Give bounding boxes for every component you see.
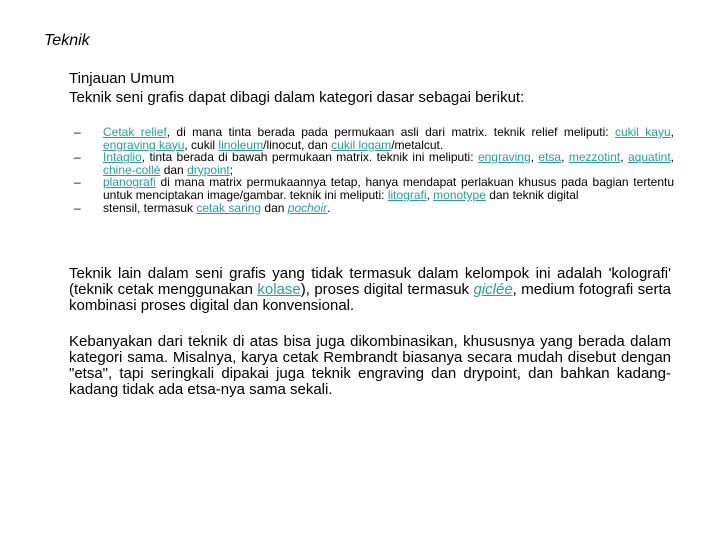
text-link[interactable]: aquatint — [627, 150, 671, 165]
text-link[interactable]: cukil kayu — [614, 125, 671, 139]
text-run: , cukil — [184, 137, 219, 152]
text-link[interactable]: chine-collé — [103, 162, 161, 177]
list-dash: – — [74, 125, 81, 139]
text-run: , — [426, 187, 434, 202]
paragraph-combinations — [69, 334, 671, 398]
text-link[interactable]: mezzotint — [568, 150, 621, 165]
text-run: , — [561, 150, 569, 165]
text-run: , — [670, 150, 675, 165]
text-run: di mana matrix permukaannya tetap, hanya mendapat perlakuan khusus pada bagian tertentu untuk menciptakan image/gambar. teknik ini meliputi: — [103, 175, 674, 202]
text-run: /metalcut. — [391, 137, 444, 152]
text-run: Teknik lain dalam seni grafis yang tidak termasuk dalam kelompok ini adalah 'kolografi' (teknik cetak menggunakan — [69, 265, 671, 298]
text-run: . — [327, 200, 331, 215]
text-run: , di mana tinta berada pada permukaan asli dari matrix. teknik relief meliputi: — [166, 125, 615, 139]
text-link[interactable]: cukil logam — [331, 137, 392, 152]
text-link[interactable]: engraving — [477, 150, 531, 165]
text-link[interactable]: monotype — [433, 187, 486, 202]
technique-category-list — [74, 126, 674, 214]
text-run: stensil, termasuk — [103, 200, 197, 215]
text-run: , medium fotografi serta kombinasi proses digital dan konvensional. — [69, 281, 671, 314]
text-link[interactable]: drypoint — [187, 162, 230, 177]
text-run: dan — [261, 200, 288, 215]
text-link[interactable]: planografi — [103, 175, 156, 190]
text-run: /linocut, dan — [263, 137, 332, 152]
text-run: Kebanyakan dari teknik di atas bisa juga dikombinasikan, khususnya yang berada dalam kategori sama. Misalnya, karya cetak Rembrandt biasanya secara mudah disebut dengan "etsa", tapi seringkali dipakai juga teknik engraving dan drypoint, dan bahkan kadang-kadang tidak ada etsa-nya sama sekali. — [69, 333, 671, 398]
list-item — [74, 126, 674, 151]
list-item — [74, 202, 674, 215]
text-link[interactable]: engraving kayu — [103, 137, 185, 152]
text-link[interactable]: Cetak relief — [103, 125, 167, 139]
text-run: dan — [160, 162, 188, 177]
page-title: Teknik — [44, 32, 90, 49]
list-dash: – — [74, 175, 81, 190]
text-run: ; — [229, 162, 234, 177]
text-link[interactable]: litografi — [387, 187, 427, 202]
text-link[interactable]: pochoir — [287, 200, 328, 215]
text-link[interactable]: linoleum — [218, 137, 264, 152]
paragraph-other-techniques — [69, 266, 671, 314]
text-run: ), proses digital termasuk — [300, 281, 474, 298]
section-heading-overview: Tinjauan Umum — [69, 70, 175, 87]
text-link[interactable]: kolase — [257, 281, 301, 298]
list-item — [74, 151, 674, 176]
text-run: dan teknik digital — [485, 187, 579, 202]
text-run: , — [620, 150, 628, 165]
text-link[interactable]: Intaglio — [103, 150, 142, 165]
text-link[interactable]: giclée — [473, 281, 513, 298]
text-link[interactable]: etsa — [538, 150, 562, 165]
intro-text: Teknik seni grafis dapat dibagi dalam kategori dasar sebagai berikut: — [69, 89, 525, 106]
text-link[interactable]: cetak saring — [196, 200, 262, 215]
text-run: , — [530, 150, 539, 165]
list-dash: – — [74, 200, 81, 215]
list-item — [74, 176, 674, 201]
text-run: , tinta berada di bawah permukaan matrix. teknik ini meliputi: — [141, 150, 478, 165]
text-run: , — [670, 125, 674, 139]
list-dash: – — [74, 150, 81, 165]
